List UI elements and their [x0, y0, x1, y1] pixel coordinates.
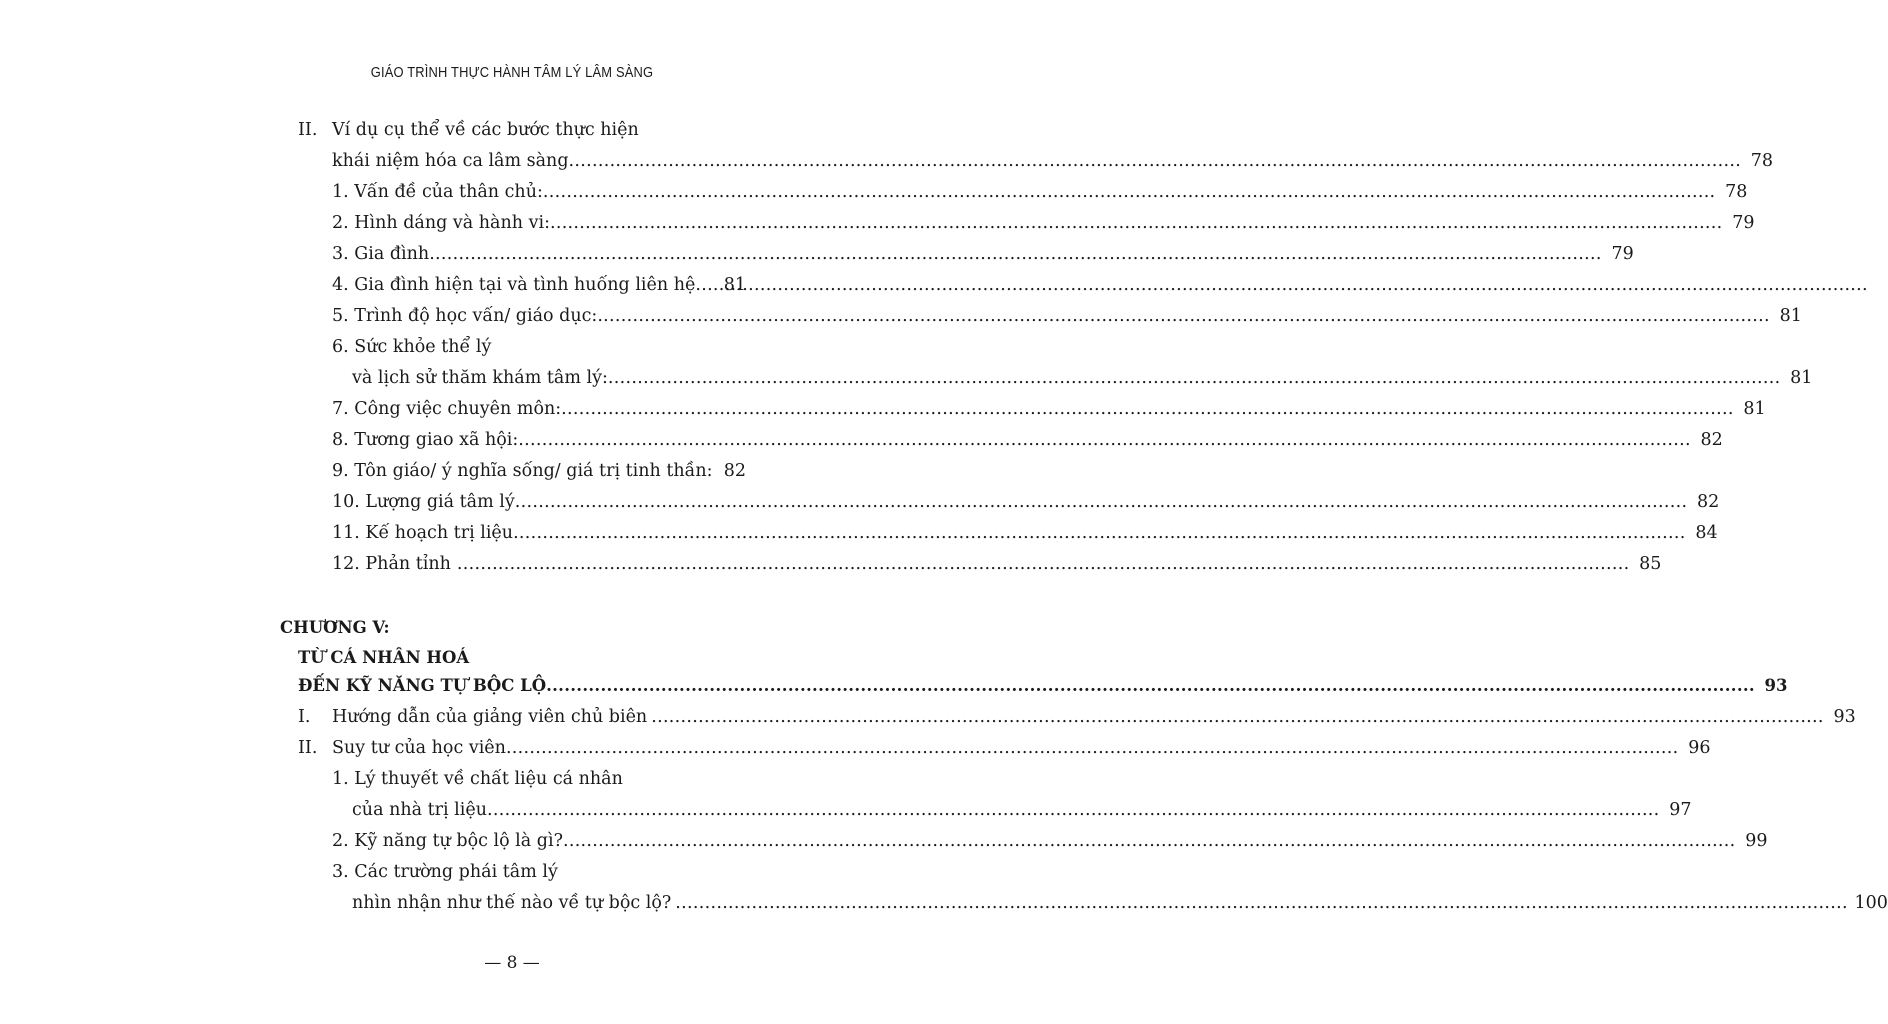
toc-entry-continuation	[352, 800, 1692, 826]
toc-leader	[429, 244, 1602, 264]
toc-section-entry	[298, 707, 1856, 733]
toc-entry	[332, 306, 1802, 332]
toc-entry-title: Hướng dẫn của giảng viên chủ biên	[332, 707, 648, 727]
toc-entry-title: 11. Kế hoạch trị liệu	[332, 523, 514, 543]
toc-entry	[332, 769, 746, 795]
toc-leader	[451, 554, 1630, 574]
toc-page-number: 78	[1750, 151, 1774, 171]
toc-entry-title: 7. Công việc chuyên môn:	[332, 399, 562, 419]
running-header: GIÁO TRÌNH THỰC HÀNH TÂM LÝ LÂM SÀNG	[370, 64, 654, 81]
toc-entry-title: 2. Hình dáng và hành vi:	[332, 213, 550, 233]
chapter-title-line2: ĐẾN KỸ NĂNG TỰ BỘC LỘ	[298, 676, 547, 695]
toc-page-number: 82	[1700, 430, 1723, 450]
toc-page-number: 85	[1639, 554, 1662, 574]
toc-entry-title: 9. Tôn giáo/ ý nghĩa sống/ giá trị tinh thần:	[332, 461, 713, 481]
toc-page-number: 96	[1688, 738, 1711, 758]
toc-leader	[550, 213, 1723, 233]
toc-page-number: 100	[1854, 893, 1888, 913]
toc-entry	[332, 523, 1718, 549]
toc-section-number: II.	[298, 120, 318, 140]
toc-page-number: 78	[1725, 182, 1748, 202]
toc-page-number: 97	[1669, 800, 1692, 820]
toc-leader	[597, 306, 1770, 326]
toc-leader	[543, 182, 1716, 202]
toc-entry	[332, 831, 1768, 857]
toc-leader	[569, 151, 1742, 171]
toc-entry	[332, 461, 746, 487]
toc-page-number: 82	[723, 461, 746, 481]
toc-leader	[546, 676, 1755, 695]
toc-page-number: 81	[1790, 368, 1813, 388]
toc-leader	[608, 368, 1781, 388]
toc-entry-title: Suy tư của học viên	[332, 738, 506, 758]
toc-page-number: 84	[1695, 523, 1718, 543]
toc-leader	[695, 275, 707, 295]
toc-entry	[332, 399, 1766, 425]
toc-entry-title: 3. Các trường phái tâm lý	[332, 862, 558, 882]
toc-leader	[515, 492, 1688, 512]
toc-entry-title: 10. Lượng giá tâm lý	[332, 492, 515, 512]
toc-leader	[563, 831, 1736, 851]
toc-leader	[506, 738, 1679, 758]
toc-entry-title: khái niệm hóa ca lâm sàng	[332, 151, 569, 171]
toc-entry-title: và lịch sử thăm khám tâm lý:	[352, 368, 608, 388]
toc-page-number: 93	[1833, 707, 1856, 727]
toc-entry	[332, 554, 1662, 580]
toc-chapter-entry	[298, 676, 1788, 702]
toc-section-heading	[298, 120, 639, 146]
toc-entry	[332, 182, 1748, 208]
toc-entry-title: 8. Tương giao xã hội:	[332, 430, 519, 450]
toc-entry-title: 4. Gia đình hiện tại và tình huống liên hệ	[332, 275, 696, 295]
toc-entry-title: 3. Gia đình	[332, 244, 430, 264]
toc-leader	[513, 523, 1686, 543]
toc-entry-title: 5. Trình độ học vấn/ giáo dục:	[332, 306, 598, 326]
toc-page-number: 99	[1745, 831, 1768, 851]
chapter-heading: CHƯƠNG V:	[280, 618, 390, 637]
toc-entry-title: 1. Lý thuyết về chất liệu cá nhân	[332, 769, 623, 789]
toc-leader	[561, 399, 1734, 419]
toc-leader	[671, 893, 1848, 913]
chapter-title: TỪ CÁ NHÂN HOÁ	[298, 648, 470, 667]
toc-page-number: 79	[1611, 244, 1634, 264]
toc-page-number: 81	[1779, 306, 1802, 326]
toc-leader	[487, 800, 1660, 820]
toc-entry-continuation	[352, 368, 1813, 394]
toc-entry	[332, 244, 1634, 270]
toc-entry-title: nhìn nhận như thế nào về tự bộc lộ?	[352, 893, 672, 913]
toc-section-number: I.	[298, 707, 311, 727]
toc-section-number: II.	[298, 738, 318, 758]
toc-page-number: 82	[1697, 492, 1720, 512]
toc-entry-title: 2. Kỹ năng tự bộc lộ là gì?	[332, 831, 563, 851]
toc-leader	[647, 707, 1824, 727]
toc-entry	[332, 492, 1720, 518]
toc-entry-title: 12. Phản tỉnh	[332, 554, 451, 574]
toc-entry	[332, 151, 1774, 177]
toc-leader	[518, 430, 1691, 450]
toc-page-number: 93	[1764, 676, 1788, 695]
toc-entry-continuation	[352, 893, 1888, 919]
toc-entry-title: 6. Sức khỏe thể lý	[332, 337, 492, 357]
toc-page-number: 81	[723, 275, 746, 295]
toc-entry	[332, 213, 1755, 239]
toc-entry	[332, 862, 746, 888]
toc-entry-title: 1. Vấn đề của thân chủ:	[332, 182, 543, 202]
toc-entry	[332, 430, 1723, 456]
toc-entry-title: của nhà trị liệu	[352, 800, 487, 820]
page-number-footer: — 8 —	[484, 953, 540, 973]
toc-section-entry	[298, 738, 1711, 764]
toc-entry	[332, 337, 746, 363]
toc-entry	[332, 275, 746, 301]
toc-page-number: 81	[1743, 399, 1766, 419]
toc-page-number: 79	[1732, 213, 1755, 233]
toc-section-title: Ví dụ cụ thể về các bước thực hiện	[332, 120, 639, 140]
